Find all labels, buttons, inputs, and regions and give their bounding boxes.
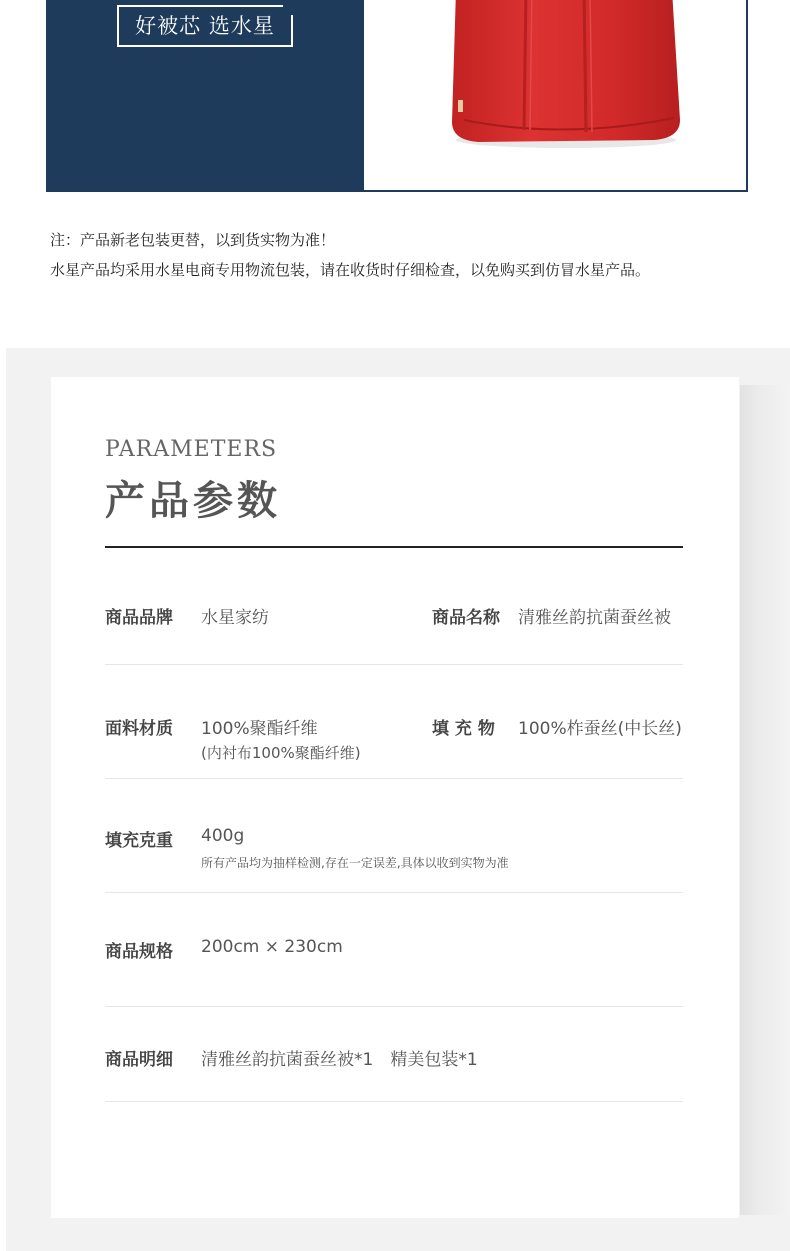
row-divider	[105, 892, 683, 893]
product-name-label: 商品名称	[432, 608, 500, 628]
contents-label: 商品明细	[105, 1050, 173, 1070]
filling-label: 填 充 物	[432, 719, 495, 739]
parameters-card	[51, 377, 739, 1218]
fill-weight-value: 400g	[201, 826, 245, 846]
row-divider	[105, 1006, 683, 1007]
section-title-cn: 产品参数	[105, 477, 281, 524]
size-value: 200cm × 230cm	[201, 937, 343, 957]
card-shadow	[740, 385, 790, 1215]
fill-weight-note: 所有产品均为抽样检测,存在一定误差,具体以收到实物为准	[201, 856, 509, 870]
red-storage-bag-image	[434, 0, 694, 160]
brand-value: 水星家纺	[201, 608, 269, 628]
filling-value: 100%柞蚕丝(中长丝)	[518, 719, 682, 739]
brand-label: 商品品牌	[105, 608, 173, 628]
fill-weight-label: 填充克重	[105, 831, 173, 851]
size-label: 商品规格	[105, 942, 173, 962]
slogan-text: 好被芯 选水星	[135, 14, 275, 38]
row-divider	[105, 778, 683, 779]
section-title-en: PARAMETERS	[105, 437, 278, 462]
product-name-value: 清雅丝韵抗菌蚕丝被	[518, 608, 671, 628]
section-divider	[105, 546, 683, 548]
contents-value: 清雅丝韵抗菌蚕丝被*1 精美包装*1	[201, 1050, 478, 1070]
logistics-note: 水星产品均采用水星电商专用物流包装，请在收货时仔细检查，以免购买到仿冒水星产品。	[50, 261, 651, 279]
banner-product-panel	[364, 0, 748, 192]
banner-navy-panel	[46, 0, 364, 192]
slogan-box-notch	[283, 5, 293, 15]
slogan-box	[117, 5, 293, 47]
packaging-note: 注：产品新老包装更替，以到货实物为准！	[50, 231, 336, 249]
fabric-lining-note: (内衬布100%聚酯纤维)	[201, 744, 361, 762]
row-divider	[105, 664, 683, 665]
row-divider	[105, 1101, 683, 1102]
fabric-label: 面料材质	[105, 719, 173, 739]
fabric-value: 100%聚酯纤维	[201, 719, 318, 739]
product-banner	[46, 0, 748, 192]
